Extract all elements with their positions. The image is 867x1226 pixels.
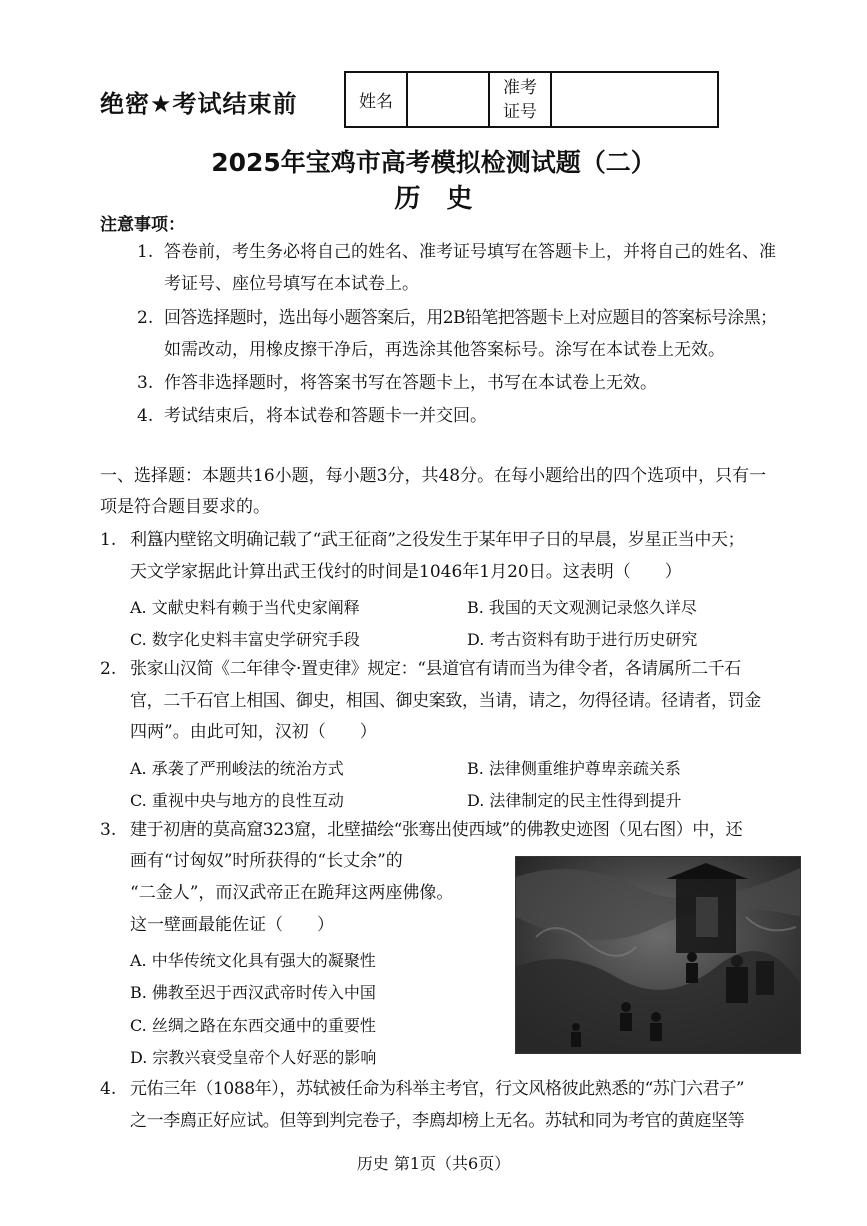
question-4-line-2: 之一李廌正好应试。但等到判完卷子，李廌却榜上无名。苏轼和同为考官的黄庭坚等 <box>130 1111 745 1131</box>
section1-line-2: 项是符合题目要求的。 <box>100 497 270 517</box>
candidate-info-box <box>344 71 719 128</box>
question-1-num: 1. <box>100 530 117 550</box>
notes-heading: 注意事项： <box>100 215 185 235</box>
question-3-num: 3. <box>100 820 117 840</box>
note-1-line-2: 考证号、座位号填写在本试卷上。 <box>164 274 419 294</box>
question-2-option-b[interactable]: B. 法律侧重维护尊卑亲疏关系 <box>467 759 681 778</box>
note-1-line-1: 答卷前，考生务必将自己的姓名、准考证号填写在答题卡上，并将自己的姓名、准 <box>164 242 776 262</box>
mural-drawing <box>516 857 801 1054</box>
note-3-num: 3. <box>137 373 154 393</box>
exam-id-field[interactable] <box>552 73 717 126</box>
question-4-num: 4. <box>100 1079 117 1099</box>
question-1-option-a[interactable]: A. 文献史料有赖于当代史家阐释 <box>130 598 360 617</box>
question-2-option-d[interactable]: D. 法律制定的民主性得到提升 <box>467 791 682 810</box>
question-2-line-3: 四两”。由此可知，汉初（ ） <box>130 722 377 742</box>
question-2-option-a[interactable]: A. 承袭了严刑峻法的统治方式 <box>130 759 344 778</box>
confidential-label: 绝密★考试结束前 <box>100 90 298 118</box>
question-4-line-1: 元佑三年（1088年），苏轼被任命为科举主考官，行文风格彼此熟悉的“苏门六君子” <box>130 1079 745 1099</box>
question-1-option-d[interactable]: D. 考古资料有助于进行历史研究 <box>467 630 698 649</box>
subject-title: 历史 <box>394 184 499 214</box>
exam-title: 2025年宝鸡市高考模拟检测试题（二） <box>211 148 656 177</box>
page-footer: 历史 第1页（共6页） <box>356 1154 511 1173</box>
question-3-line-3: “二金人”，而汉武帝正在跪拜这两座佛像。 <box>130 883 454 903</box>
note-2-num: 2. <box>137 308 154 328</box>
question-2-num: 2. <box>100 659 117 679</box>
name-label: 姓名 <box>346 73 408 126</box>
question-3-option-c[interactable]: C. 丝绸之路在东西交通中的重要性 <box>130 1016 376 1035</box>
note-2-line-1: 回答选择题时，选出每小题答案后，用2B铅笔把答题卡上对应题目的答案标号涂黑； <box>164 308 777 328</box>
note-1-num: 1. <box>137 242 154 262</box>
question-3-line-1: 建于初唐的莫高窟323窟，北壁描绘“张骞出使西域”的佛教史迹图（见右图）中，还 <box>130 820 743 840</box>
note-4-num: 4. <box>137 406 154 426</box>
question-3-option-d[interactable]: D. 宗教兴衰受皇帝个人好恶的影响 <box>130 1048 377 1067</box>
note-3-line-1: 作答非选择题时，将答案书写在答题卡上，书写在本试卷上无效。 <box>164 373 657 393</box>
question-2-option-c[interactable]: C. 重视中央与地方的良性互动 <box>130 791 344 810</box>
question-1-line-1: 利簋内壁铭文明确记载了“武王征商”之役发生于某年甲子日的早晨，岁星正当中天； <box>130 530 745 550</box>
question-3-line-2: 画有“讨匈奴”时所获得的“长丈余”的 <box>130 851 403 871</box>
question-2-line-1: 张家山汉简《二年律令·置吏律》规定：“县道官有请而当为律令者，各请属所二千石 <box>130 659 741 679</box>
question-2-line-2: 官，二千石官上相国、御史，相国、御史案致，当请，请之，勿得径请。径请者，罚金 <box>130 691 761 711</box>
question-3-option-a[interactable]: A. 中华传统文化具有强大的凝聚性 <box>130 951 376 970</box>
note-4-line-1: 考试结束后，将本试卷和答题卡一并交回。 <box>164 406 487 426</box>
question-1-line-2: 天文学家据此计算出武王伐纣的时间是1046年1月20日。这表明（ ） <box>130 562 682 582</box>
question-1-option-c[interactable]: C. 数字化史料丰富史学研究手段 <box>130 630 360 649</box>
mogao-cave-mural-image <box>515 856 801 1054</box>
note-2-line-2: 如需改动，用橡皮擦干净后，再选涂其他答案标号。涂写在本试卷上无效。 <box>164 340 725 360</box>
exam-id-label-line1: 准考 <box>503 77 537 98</box>
name-field[interactable] <box>408 73 490 126</box>
question-1-option-b[interactable]: B. 我国的天文观测记录悠久详尽 <box>467 598 697 617</box>
question-3-line-4: 这一壁画最能佐证（ ） <box>130 915 334 935</box>
exam-id-label <box>490 73 552 126</box>
section1-line-1: 一、选择题：本题共16小题，每小题3分，共48分。在每小题给出的四个选项中，只有一 <box>100 466 767 486</box>
question-3-option-b[interactable]: B. 佛教至迟于西汉武帝时传入中国 <box>130 983 376 1002</box>
exam-id-label-line2: 证号 <box>503 101 537 122</box>
